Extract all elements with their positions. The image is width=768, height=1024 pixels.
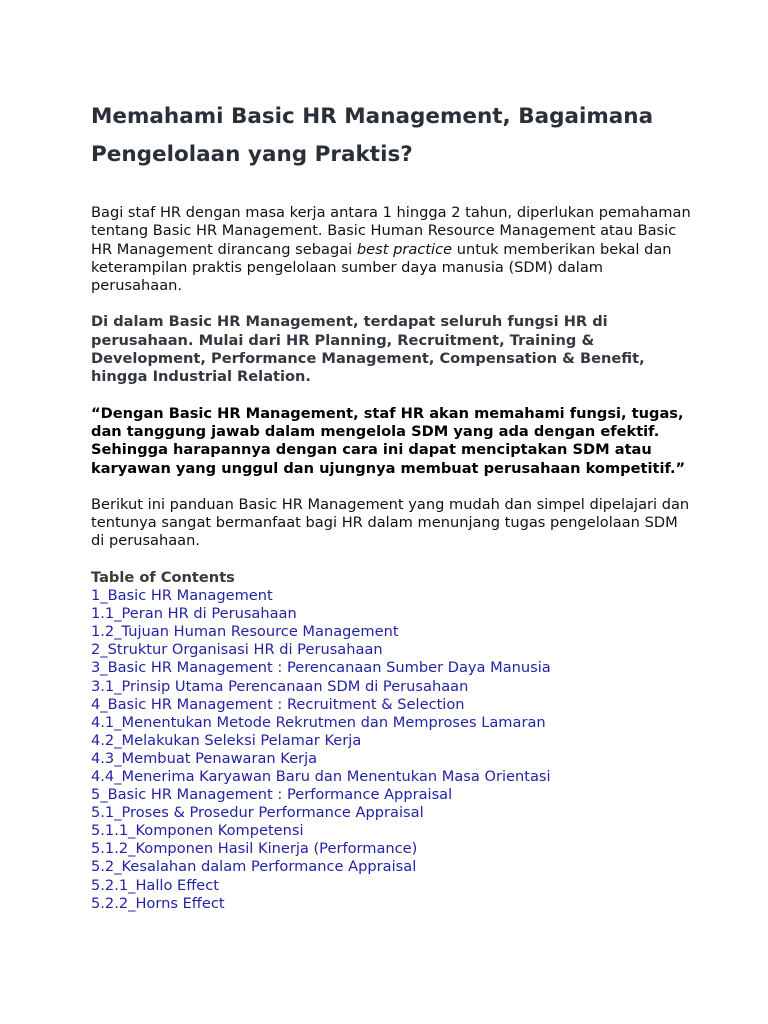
toc-link-separator: _ <box>100 659 108 677</box>
toc-item <box>91 768 691 786</box>
toc-link-label: Basic HR Management : Recruitment & Selection <box>107 695 465 713</box>
toc-link[interactable] <box>91 895 225 912</box>
toc-link[interactable] <box>91 840 417 857</box>
toc-link-separator: _ <box>114 804 122 822</box>
toc-link-number: 4.3 <box>91 749 115 767</box>
toc-link-number: 5.2.2 <box>91 894 129 912</box>
toc-item <box>91 714 691 732</box>
toc-link-label: Membuat Penawaran Kerja <box>121 749 318 767</box>
toc-link-separator: _ <box>100 641 108 659</box>
toc-link-label: Basic HR Management : Performance Appraisal <box>107 786 453 804</box>
toc-link-number: 1.2 <box>91 623 115 641</box>
toc-link-label: Struktur Organisasi HR di Perusahaan <box>107 641 383 659</box>
toc-item <box>91 840 691 858</box>
toc-item <box>91 605 691 623</box>
toc-item <box>91 895 691 913</box>
toc-list <box>91 587 691 913</box>
toc-link-number: 5.1.1 <box>91 822 129 840</box>
toc-link-label: Tujuan Human Resource Management <box>121 623 399 641</box>
toc-link-separator: _ <box>114 605 122 623</box>
toc-link-number: 4.2 <box>91 731 115 749</box>
toc-link-label: Menerima Karyawan Baru dan Menentukan Masa Orientasi <box>121 767 551 785</box>
toc-link[interactable] <box>91 696 465 713</box>
toc-item <box>91 696 691 714</box>
toc-link-number: 5.1.2 <box>91 840 129 858</box>
intro-italic-term: best practice <box>356 240 453 258</box>
toc-item <box>91 587 691 605</box>
toc-link-number: 4.4 <box>91 767 115 785</box>
toc-link-separator: _ <box>128 840 136 858</box>
toc-link[interactable] <box>91 641 383 658</box>
toc-link-number: 5.1 <box>91 804 115 822</box>
toc-item <box>91 732 691 750</box>
toc-link-label: Horns Effect <box>135 894 225 912</box>
toc-link-separator: _ <box>100 695 108 713</box>
toc-link-number: 5.2 <box>91 858 115 876</box>
toc-link-number: 2 <box>91 641 101 659</box>
toc-link[interactable] <box>91 623 399 640</box>
toc-link-label: Hallo Effect <box>135 876 220 894</box>
toc-link-label: Proses & Prosedur Performance Appraisal <box>121 804 424 822</box>
toc-link-label: Menentukan Metode Rekrutmen dan Memproses Lamaran <box>121 713 546 731</box>
toc-link[interactable] <box>91 678 468 695</box>
toc-link-number: 1 <box>91 587 101 605</box>
guide-intro-paragraph: Berikut ini panduan Basic HR Management yang mudah dan simpel dipelajari dan tentunya sangat bermanfaat bagi HR dalam menunjang tugas pengelolaan SDM di perusahaan. <box>91 495 690 550</box>
toc-link[interactable] <box>91 605 297 622</box>
toc-link-separator: _ <box>128 876 136 894</box>
toc-title: Table of Contents <box>91 568 235 586</box>
toc-item <box>91 641 691 659</box>
toc-link-label: Melakukan Seleksi Pelamar Kerja <box>121 731 362 749</box>
toc-link[interactable] <box>91 659 551 676</box>
toc-link-separator: _ <box>100 786 108 804</box>
toc-link-separator: _ <box>114 731 122 749</box>
toc-link-number: 4.1 <box>91 713 115 731</box>
toc-link[interactable] <box>91 877 219 894</box>
toc-link-separator: _ <box>114 623 122 641</box>
toc-link[interactable] <box>91 732 361 749</box>
toc-link-label: Basic HR Management <box>107 587 273 605</box>
toc-item <box>91 750 691 768</box>
toc-link-label: Prinsip Utama Perencanaan SDM di Perusahaan <box>121 677 469 695</box>
intro-text-start: Bagi staf HR dengan masa kerja antara 1 hingga 2 tahun, diperlukan pemahaman tentang Basic HR Management. Basic Human Resource Management atau Basic HR Management dirancang sebagai <box>91 204 691 258</box>
toc-link[interactable] <box>91 750 317 767</box>
toc-link-separator: _ <box>128 894 136 912</box>
toc-link-separator: _ <box>114 749 122 767</box>
toc-link[interactable] <box>91 587 273 604</box>
toc-item <box>91 786 691 804</box>
toc-item <box>91 858 691 876</box>
toc-link-number: 5.2.1 <box>91 876 129 894</box>
toc-link[interactable] <box>91 714 546 731</box>
quote-paragraph: “Dengan Basic HR Management, staf HR akan memahami fungsi, tugas, dan tanggung jawab dalam mengelola SDM yang ada dengan efektif. Sehingga harapannya dengan cara ini dapat menciptakan SDM atau karyawan yang unggul dan ujungnya membuat perusahaan kompetitif.” <box>91 404 686 477</box>
toc-link-label: Kesalahan dalam Performance Appraisal <box>121 858 417 876</box>
toc-link-label: Basic HR Management : Perencanaan Sumber Daya Manusia <box>107 659 551 677</box>
toc-link-separator: _ <box>100 587 108 605</box>
toc-link[interactable] <box>91 768 551 785</box>
hr-functions-paragraph: Di dalam Basic HR Management, terdapat seluruh fungsi HR di perusahaan. Mulai dari HR Planning, Recruitment, Training & Development, Performance Management, Compensation & Benefit, hingga Industrial Relation. <box>91 313 645 386</box>
toc-link-separator: _ <box>128 822 136 840</box>
toc-link-number: 4 <box>91 695 101 713</box>
toc-item <box>91 877 691 895</box>
toc-link-number: 3.1 <box>91 677 115 695</box>
toc-link-number: 5 <box>91 786 101 804</box>
toc-link-separator: _ <box>114 767 122 785</box>
toc-link-label: Komponen Hasil Kinerja (Performance) <box>135 840 418 858</box>
article-title: Memahami Basic HR Management, Bagaimana Pengelolaan yang Praktis? <box>91 104 654 167</box>
toc-item <box>91 804 691 822</box>
article-page <box>91 98 691 913</box>
toc-item <box>91 822 691 840</box>
toc-link[interactable] <box>91 822 304 839</box>
toc-item <box>91 678 691 696</box>
toc-link-number: 3 <box>91 659 101 677</box>
intro-paragraph <box>91 204 691 295</box>
toc-link[interactable] <box>91 786 452 803</box>
toc-link-label: Komponen Kompetensi <box>135 822 304 840</box>
toc-link-separator: _ <box>114 858 122 876</box>
toc-link-label: Peran HR di Perusahaan <box>121 605 297 623</box>
toc-link[interactable] <box>91 858 416 875</box>
toc-link[interactable] <box>91 804 424 821</box>
toc-link-separator: _ <box>114 713 122 731</box>
toc-link-separator: _ <box>114 677 122 695</box>
toc-item <box>91 623 691 641</box>
toc-item <box>91 659 691 677</box>
intro-text-end: untuk memberikan bekal dan keterampilan praktis pengelolaan sumber daya manusia (SDM) dalam perusahaan. <box>91 240 672 295</box>
toc-link-number: 1.1 <box>91 605 115 623</box>
